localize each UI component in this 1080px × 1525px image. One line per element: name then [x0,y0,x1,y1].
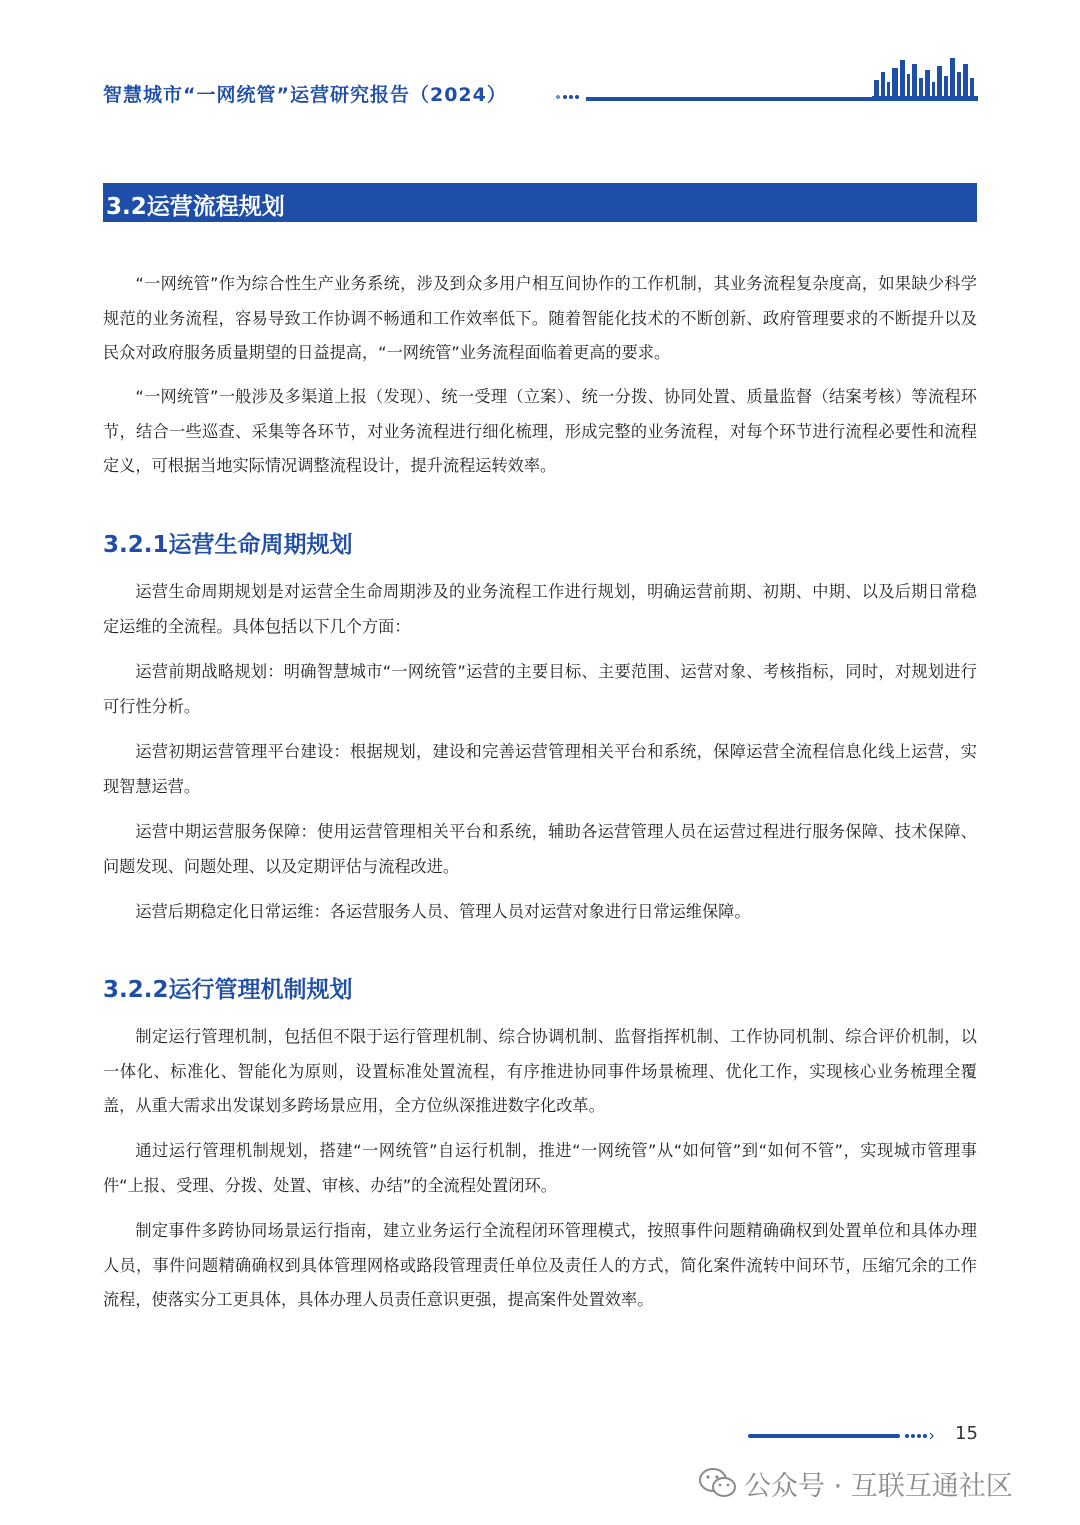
wechat-watermark [698,1462,1048,1502]
subsection-paragraph: 运营中期运营服务保障：使用运营管理相关平台和系统，辅助各运营管理人员在运营过程进行服务保障、技术保障、问题发现、问题处理、以及定期评估与流程改进。 [103,822,977,876]
section-heading: 3.2运营流程规划 [106,194,285,220]
footer-rule [748,1434,900,1438]
subsection-paragraph: 运营初期运营管理平台建设：根据规划，建设和完善运营管理相关平台和系统，保障运营全流程信息化线上运营，实现智慧运营。 [103,742,977,796]
section-paragraph: “一网统管”一般涉及多渠道上报（发现）、统一受理（立案）、统一分拨、协同处置、质量监督（结案考核）等流程环节，结合一些巡查、采集等各环节，对业务流程进行细化梳理，形成完整的业务流程，对每个环节进行流程必要性和流程定义，可根据当地实际情况调整流程设计，提升流程运转效率。 [103,387,977,475]
subsection-heading: 3.2.1运营生命周期规划 [103,532,353,558]
subsection-paragraph: 运营生命周期规划是对运营全生命周期涉及的业务流程工作进行规划，明确运营前期、初期、中期、以及后期日常稳定运维的全流程。具体包括以下几个方面： [103,582,977,636]
subsection-paragraph: 制定事件多跨协同场景运行指南，建立业务运行全流程闭环管理模式，按照事件问题精确确权到处置单位和具体办理人员，事件问题精确确权到具体管理网格或路段管理责任单位及责任人的方式，简化案件流转中间环节，压缩冗余的工作流程，使落实分工更具体，具体办理人员责任意识更强，提高案件处置效率。 [103,1221,977,1309]
wechat-icon [698,1466,738,1500]
section-paragraph: “一网统管”作为综合性生产业务系统，涉及到众多用户相互间协作的工作机制，其业务流程复杂度高，如果缺少科学规范的业务流程，容易导致工作协调不畅通和工作效率低下。随着智能化技术的不断创新、政府管理要求的不断提升以及民众对政府服务质量期望的日益提高，“一网统管”业务流程面临着更高的要求。 [103,274,977,362]
watermark-text: 公众号 · 互联互通社区 [744,1471,1013,1502]
footer-dots-decoration [903,1431,935,1441]
page-number: 15 [955,1423,978,1444]
city-skyline-icon [872,52,978,100]
header-dots-decoration [556,93,584,101]
section-heading-bar [103,183,977,222]
subsection-heading: 3.2.2运行管理机制规划 [103,977,353,1003]
subsection-paragraph: 通过运行管理机制规划，搭建“一网统管”自运行机制，推进“一网统管”从“如何管”到“如何不管”，实现城市管理事件“上报、受理、分拨、处置、审核、办结”的全流程处置闭环。 [103,1141,977,1195]
subsection-paragraph: 运营前期战略规划：明确智慧城市“一网统管”运营的主要目标、主要范围、运营对象、考核指标，同时，对规划进行可行性分析。 [103,662,977,716]
report-title: 智慧城市“一网统管”运营研究报告（2024） [103,84,507,106]
subsection-paragraph: 运营后期稳定化日常运维：各运营服务人员、管理人员对运营对象进行日常运维保障。 [135,902,751,921]
subsection-paragraph: 制定运行管理机制，包括但不限于运行管理机制、综合协调机制、监督指挥机制、工作协同机制、综合评价机制，以一体化、标准化、智能化为原则，设置标准处置流程，有序推进协同事件场景梳理、优化工作，实现核心业务梳理全覆盖，从重大需求出发谋划多跨场景应用，全方位纵深推进数字化改革。 [103,1027,977,1115]
